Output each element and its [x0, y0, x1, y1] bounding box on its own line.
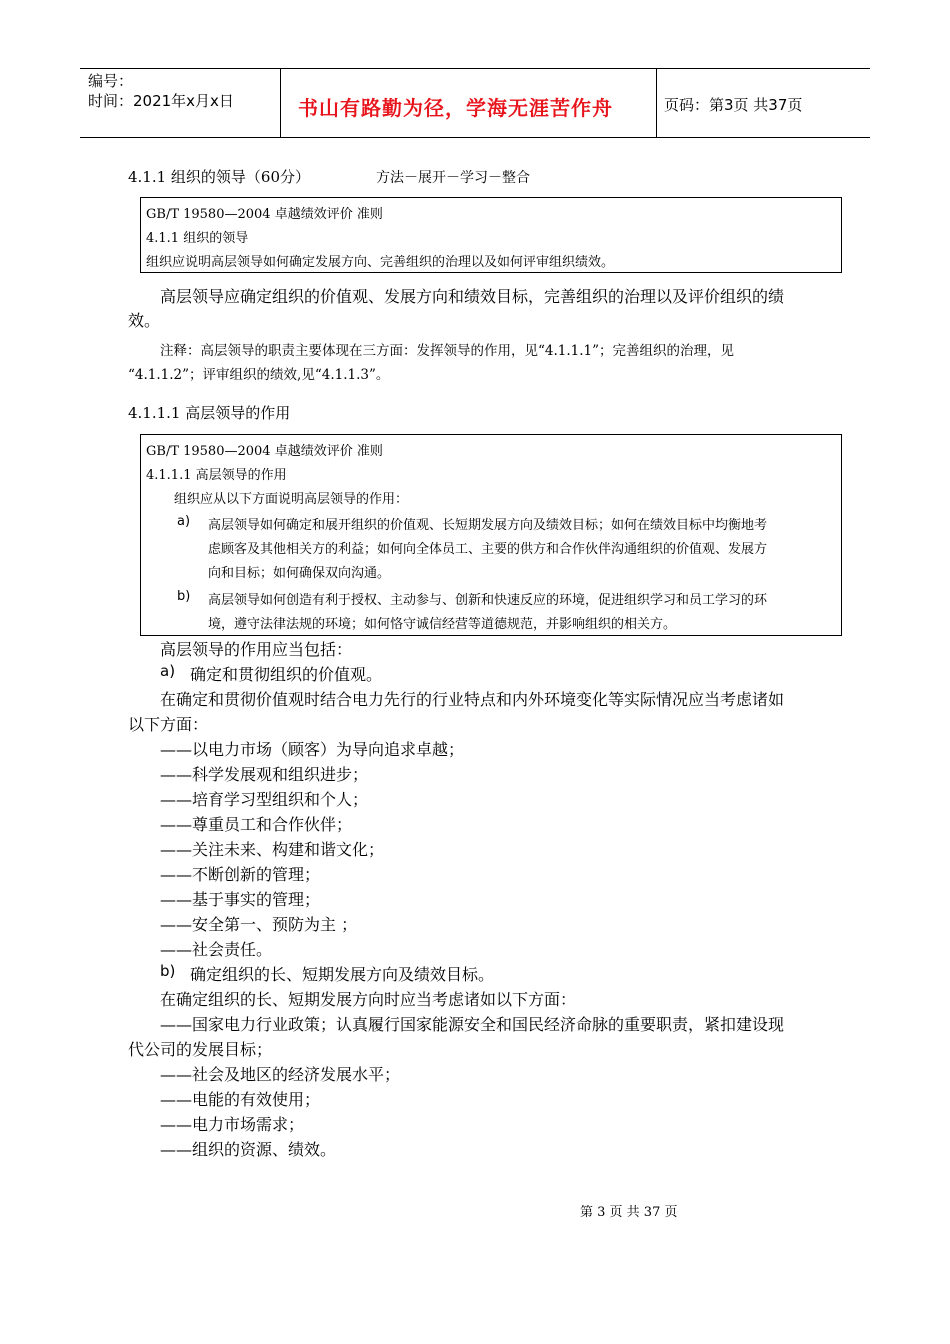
body-intro: 高层领导的作用应当包括： — [160, 640, 353, 659]
box1-line1: GB/T 19580—2004 卓越绩效评价 准则 — [146, 207, 383, 222]
list-item: ——电能的有效使用； — [160, 1090, 321, 1109]
body-item-a-label: a) — [160, 662, 176, 680]
box1-line3: 组织应说明高层领导如何确定发展方向、完善组织的治理以及如何评审组织绩效。 — [146, 255, 615, 270]
box2-line2: 4.1.1.1 高层领导的作用 — [146, 468, 287, 483]
box2-item-a-label: a) — [177, 514, 191, 529]
box1-line2: 4.1.1 组织的领导 — [146, 231, 249, 246]
box2-line3: 组织应从以下方面说明高层领导的作用： — [174, 492, 409, 507]
header-date-label: 时间：2021年x月x日 — [88, 92, 234, 110]
header-motto: 书山有路勤为径，学海无涯苦作舟 — [298, 96, 613, 120]
list-item: ——不断创新的管理； — [160, 865, 321, 884]
box2-item-a-line: 高层领导如何确定和展开组织的价值观、长短期发展方向及绩效目标；如何在绩效目标中均衡地考 — [208, 518, 768, 533]
body-item-a-text: 确定和贯彻组织的价值观。 — [190, 665, 383, 684]
list-item: ——科学发展观和组织进步； — [160, 765, 369, 784]
body-paragraph-line: 以下方面： — [128, 715, 209, 734]
note-line: “4.1.1.2”；评审组织的绩效,见“4.1.1.3”。 — [128, 367, 390, 383]
box2-item-b-label: b) — [177, 589, 191, 604]
list-item: ——尊重员工和合作伙伴； — [160, 815, 353, 834]
list-item: ——电力市场需求； — [160, 1115, 305, 1134]
box2-line1: GB/T 19580—2004 卓越绩效评价 准则 — [146, 444, 383, 459]
section-method: 方法－展开－学习－整合 — [376, 170, 530, 186]
list-item: ——培育学习型组织和个人； — [160, 790, 369, 809]
header-number-label: 编号： — [88, 72, 134, 90]
body-item-b-label: b) — [160, 962, 176, 980]
subsection-title: 4.1.1.1 高层领导的作用 — [128, 404, 291, 422]
list-item: ——组织的资源、绩效。 — [160, 1140, 337, 1159]
list-item-continuation: 代公司的发展目标； — [128, 1040, 273, 1059]
header-divider — [656, 69, 657, 137]
box2-item-b-line: 境，遵守法律法规的环境；如何恪守诚信经营等道德规范，并影响组织的相关方。 — [208, 617, 677, 632]
page-footer: 第 3 页 共 37 页 — [580, 1205, 678, 1220]
header-divider — [280, 69, 281, 137]
box2-item-a-line: 向和目标；如何确保双向沟通。 — [208, 566, 391, 581]
list-item: ——社会及地区的经济发展水平； — [160, 1065, 401, 1084]
box2-item-b-line: 高层领导如何创造有利于授权、主动参与、创新和快速反应的环境，促进组织学习和员工学习的环 — [208, 593, 768, 608]
list-item: ——关注未来、构建和谐文化； — [160, 840, 385, 859]
note-line: 注释：高层领导的职责主要体现在三方面：发挥领导的作用，见“4.1.1.1”；完善组织的治理，见 — [160, 343, 735, 359]
body-paragraph-line: 在确定组织的长、短期发展方向时应当考虑诸如以下方面： — [160, 990, 577, 1009]
list-item: ——国家电力行业政策；认真履行国家能源安全和国民经济命脉的重要职责，紧扣建设现 — [160, 1015, 785, 1034]
paragraph-line: 效。 — [128, 311, 161, 330]
header-page-label: 页码：第3页 共37页 — [664, 96, 803, 114]
list-item: ——社会责任。 — [160, 940, 273, 959]
body-paragraph-line: 在确定和贯彻价值观时结合电力先行的行业特点和内外环境变化等实际情况应当考虑诸如 — [160, 690, 785, 709]
list-item: ——安全第一、预防为主 ； — [160, 915, 358, 934]
list-item: ——基于事实的管理； — [160, 890, 321, 909]
body-item-b-text: 确定组织的长、短期发展方向及绩效目标。 — [190, 965, 495, 984]
section-title: 4.1.1 组织的领导（60分） — [128, 168, 311, 186]
box2-item-a-line: 虑顾客及其他相关方的利益；如何向全体员工、主要的供方和合作伙伴沟通组织的价值观、发展方 — [208, 542, 768, 557]
list-item: ——以电力市场（顾客）为导向追求卓越； — [160, 740, 465, 759]
paragraph-line: 高层领导应确定组织的价值观、发展方向和绩效目标，完善组织的治理以及评价组织的绩 — [160, 287, 785, 306]
